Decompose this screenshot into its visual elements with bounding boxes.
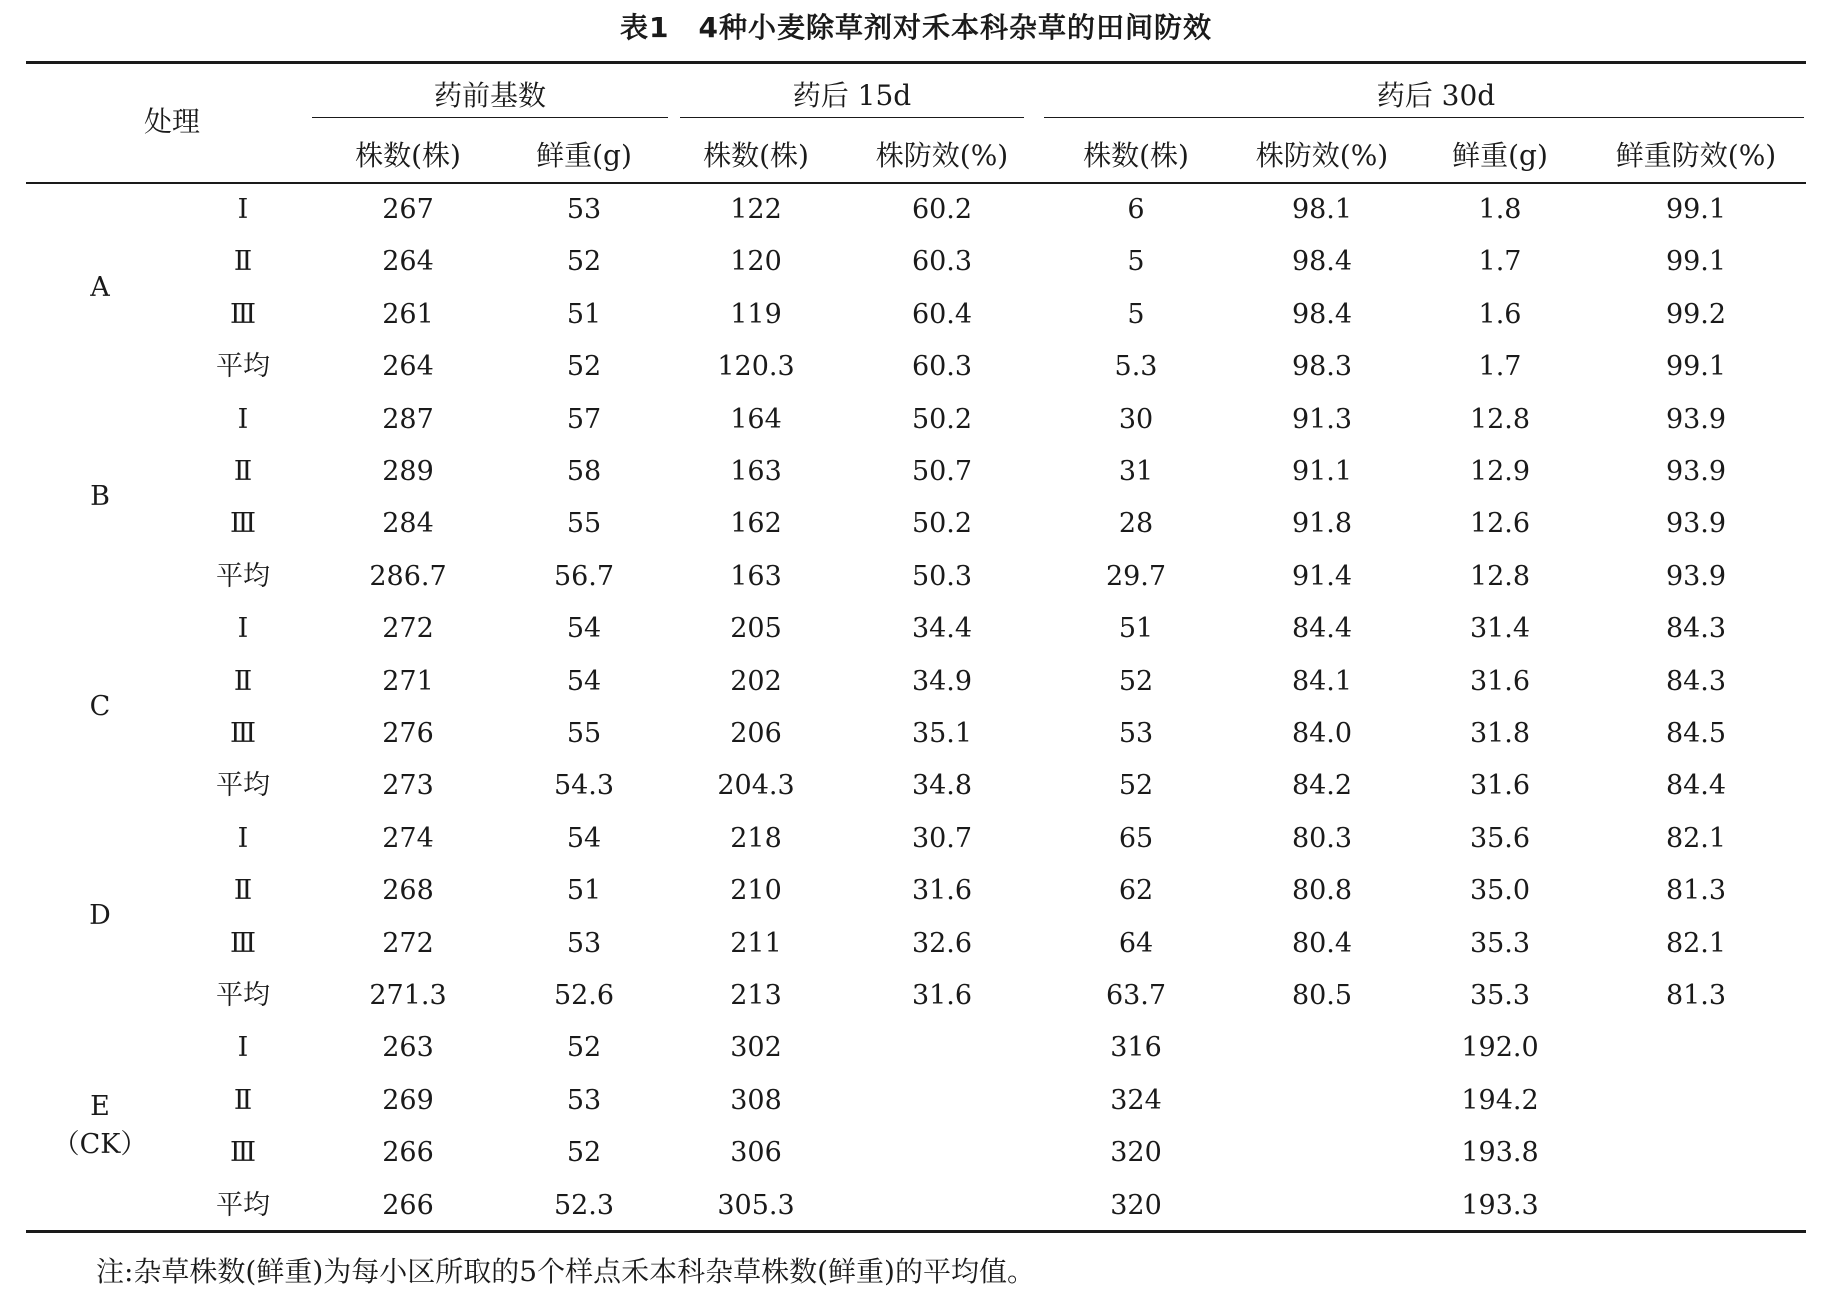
table-cell: 34.9 bbox=[911, 665, 973, 697]
table-cell: 30.7 bbox=[911, 822, 973, 854]
table-cell: 30 bbox=[1118, 403, 1154, 435]
table-cell: 51 bbox=[566, 298, 602, 330]
table-cell: 31 bbox=[1118, 456, 1154, 487]
table-cell: 99.2 bbox=[1665, 298, 1727, 330]
table-cell: 120 bbox=[730, 246, 782, 278]
table-cell: 193.8 bbox=[1461, 1137, 1539, 1169]
row-replicate-label: 平均 bbox=[216, 980, 270, 1011]
table-cell: 29.7 bbox=[1105, 560, 1167, 592]
table-cell: 1.7 bbox=[1478, 351, 1522, 383]
table-cell: 53 bbox=[566, 194, 602, 225]
table-cell: 84.5 bbox=[1665, 718, 1727, 749]
row-replicate-label: Ⅰ bbox=[237, 822, 249, 854]
table-cell: 80.3 bbox=[1291, 822, 1353, 854]
table-cell: 12.8 bbox=[1469, 403, 1531, 435]
table-cell: 52.3 bbox=[553, 1189, 615, 1221]
table-cell: 55 bbox=[566, 508, 602, 540]
row-replicate-label: Ⅲ bbox=[229, 508, 257, 540]
table-cell: 52.6 bbox=[553, 980, 615, 1011]
table-cell: 1.8 bbox=[1478, 194, 1522, 225]
treatment-label-3: C bbox=[89, 690, 111, 722]
row-replicate-label: Ⅱ bbox=[233, 665, 253, 697]
table-cell: 261 bbox=[382, 298, 434, 330]
treatment-label-2: B bbox=[90, 481, 110, 513]
table-cell: 6 bbox=[1127, 194, 1145, 225]
table-cell: 54 bbox=[566, 822, 602, 854]
group-underline-pre bbox=[312, 117, 668, 118]
table-cell: 162 bbox=[730, 508, 782, 540]
table-cell: 305.3 bbox=[717, 1189, 795, 1221]
column-header: 株数(株) bbox=[1083, 139, 1189, 172]
table-cell: 28 bbox=[1118, 508, 1154, 540]
table-cell: 32.6 bbox=[911, 927, 973, 959]
table-cell: 93.9 bbox=[1665, 403, 1727, 435]
table-cell: 54 bbox=[566, 613, 602, 645]
column-header: 株数(株) bbox=[355, 139, 461, 172]
table-cell: 206 bbox=[730, 718, 782, 749]
table-title: 表1 4种小麦除草剂对禾本科杂草的田间防效 bbox=[620, 11, 1212, 44]
table-cell: 63.7 bbox=[1105, 980, 1167, 1011]
row-replicate-label: 平均 bbox=[216, 560, 270, 592]
row-replicate-label: Ⅲ bbox=[229, 718, 257, 749]
table-cell: 98.3 bbox=[1291, 351, 1353, 383]
table-cell: 202 bbox=[730, 665, 782, 697]
table-cell: 308 bbox=[730, 1084, 782, 1116]
row-replicate-label: Ⅱ bbox=[233, 875, 253, 907]
table-cell: 211 bbox=[730, 927, 782, 959]
column-header: 鲜重防效(%) bbox=[1615, 139, 1777, 172]
row-replicate-label: Ⅰ bbox=[237, 1032, 249, 1064]
treatment-label-1: A bbox=[90, 271, 110, 303]
table-cell: 272 bbox=[382, 927, 434, 959]
table-cell: 163 bbox=[730, 560, 782, 592]
row-replicate-label: Ⅱ bbox=[233, 1084, 253, 1116]
column-header: 株防效(%) bbox=[1255, 139, 1389, 172]
table-cell: 35.3 bbox=[1469, 980, 1531, 1011]
table-cell: 64 bbox=[1118, 927, 1154, 959]
table-cell: 286.7 bbox=[369, 560, 447, 592]
table-cell: 264 bbox=[382, 246, 434, 278]
table-cell: 306 bbox=[730, 1137, 782, 1169]
table-cell: 54.3 bbox=[553, 770, 615, 802]
table-cell: 54 bbox=[566, 665, 602, 697]
table-cell: 264 bbox=[382, 351, 434, 383]
table-cell: 91.3 bbox=[1291, 403, 1353, 435]
table-cell: 84.3 bbox=[1665, 665, 1727, 697]
table-cell: 84.0 bbox=[1291, 718, 1353, 749]
table-cell: 320 bbox=[1110, 1137, 1162, 1169]
table-cell: 266 bbox=[382, 1189, 434, 1221]
table-cell: 12.9 bbox=[1469, 456, 1531, 487]
table-cell: 5.3 bbox=[1114, 351, 1158, 383]
table-cell: 93.9 bbox=[1665, 456, 1727, 487]
table-cell: 273 bbox=[382, 770, 434, 802]
table-cell: 35.3 bbox=[1469, 927, 1531, 959]
column-header: 株防效(%) bbox=[875, 139, 1009, 172]
table-cell: 5 bbox=[1127, 298, 1145, 330]
table-cell: 93.9 bbox=[1665, 508, 1727, 540]
table-cell: 62 bbox=[1118, 875, 1154, 907]
row-replicate-label: Ⅲ bbox=[229, 927, 257, 959]
row-replicate-label: Ⅰ bbox=[237, 194, 249, 225]
table-cell: 268 bbox=[382, 875, 434, 907]
table-cell: 51 bbox=[1118, 613, 1154, 645]
table-cell: 60.3 bbox=[911, 246, 973, 278]
treatment-label-5: E （CK） bbox=[52, 1091, 148, 1160]
table-cell: 271.3 bbox=[369, 980, 447, 1011]
table-cell: 98.4 bbox=[1291, 246, 1353, 278]
table-cell: 31.4 bbox=[1469, 613, 1531, 645]
table-cell: 210 bbox=[730, 875, 782, 907]
row-replicate-label: 平均 bbox=[216, 1189, 270, 1221]
table-cell: 193.3 bbox=[1461, 1189, 1539, 1221]
table-cell: 65 bbox=[1118, 822, 1154, 854]
table-cell: 58 bbox=[566, 456, 602, 487]
table-cell: 84.1 bbox=[1291, 665, 1353, 697]
table-cell: 91.1 bbox=[1291, 456, 1353, 487]
bottom-rule bbox=[26, 1230, 1806, 1233]
table-cell: 164 bbox=[730, 403, 782, 435]
table-cell: 93.9 bbox=[1665, 560, 1727, 592]
table-cell: 84.2 bbox=[1291, 770, 1353, 802]
column-header: 株数(株) bbox=[703, 139, 809, 172]
table-cell: 35.0 bbox=[1469, 875, 1531, 907]
table-cell: 52 bbox=[566, 246, 602, 278]
table-cell: 31.6 bbox=[1469, 770, 1531, 802]
table-cell: 99.1 bbox=[1665, 246, 1727, 278]
table-cell: 192.0 bbox=[1461, 1032, 1539, 1064]
table-cell: 31.6 bbox=[1469, 665, 1531, 697]
group-underline-30d bbox=[1044, 117, 1804, 118]
table-cell: 99.1 bbox=[1665, 194, 1727, 225]
table-cell: 50.2 bbox=[911, 508, 973, 540]
table-cell: 12.6 bbox=[1469, 508, 1531, 540]
table-cell: 31.6 bbox=[911, 980, 973, 1011]
table-cell: 84.4 bbox=[1665, 770, 1727, 802]
table-cell: 31.8 bbox=[1469, 718, 1531, 749]
table-cell: 271 bbox=[382, 665, 434, 697]
table-cell: 274 bbox=[382, 822, 434, 854]
table-cell: 320 bbox=[1110, 1189, 1162, 1221]
table-cell: 34.8 bbox=[911, 770, 973, 802]
table-cell: 163 bbox=[730, 456, 782, 487]
table-cell: 34.4 bbox=[911, 613, 973, 645]
table-cell: 269 bbox=[382, 1084, 434, 1116]
table-cell: 50.7 bbox=[911, 456, 973, 487]
table-cell: 276 bbox=[382, 718, 434, 749]
table-cell: 284 bbox=[382, 508, 434, 540]
table-cell: 5 bbox=[1127, 246, 1145, 278]
table-cell: 324 bbox=[1110, 1084, 1162, 1116]
table-cell: 52 bbox=[566, 1032, 602, 1064]
group-underline-15d bbox=[680, 117, 1024, 118]
row-replicate-label: Ⅱ bbox=[233, 246, 253, 278]
table-cell: 1.7 bbox=[1478, 246, 1522, 278]
table-cell: 52 bbox=[1118, 770, 1154, 802]
table-cell: 31.6 bbox=[911, 875, 973, 907]
table-cell: 91.8 bbox=[1291, 508, 1353, 540]
table-cell: 98.1 bbox=[1291, 194, 1353, 225]
table-cell: 82.1 bbox=[1665, 822, 1727, 854]
table-cell: 55 bbox=[566, 718, 602, 749]
table-cell: 218 bbox=[730, 822, 782, 854]
header-group-pre: 药前基数 bbox=[433, 79, 547, 112]
top-rule bbox=[26, 61, 1806, 64]
table-cell: 302 bbox=[730, 1032, 782, 1064]
table-cell: 51 bbox=[566, 875, 602, 907]
table-cell: 81.3 bbox=[1665, 980, 1727, 1011]
table-cell: 80.5 bbox=[1291, 980, 1353, 1011]
header-group-30d: 药后 30d bbox=[1376, 79, 1496, 112]
table-cell: 213 bbox=[730, 980, 782, 1011]
table-cell: 35.1 bbox=[911, 718, 973, 749]
table-cell: 52 bbox=[566, 351, 602, 383]
table-cell: 287 bbox=[382, 403, 434, 435]
table-cell: 120.3 bbox=[717, 351, 795, 383]
table-cell: 84.4 bbox=[1291, 613, 1353, 645]
table-cell: 60.3 bbox=[911, 351, 973, 383]
row-replicate-label: Ⅱ bbox=[233, 456, 253, 487]
table-cell: 316 bbox=[1110, 1032, 1162, 1064]
row-replicate-label: 平均 bbox=[216, 770, 270, 802]
table-cell: 60.2 bbox=[911, 194, 973, 225]
table-cell: 272 bbox=[382, 613, 434, 645]
treatment-label-4: D bbox=[89, 900, 111, 932]
row-replicate-label: 平均 bbox=[216, 351, 270, 383]
table-cell: 53 bbox=[1118, 718, 1154, 749]
header-group-15d: 药后 15d bbox=[792, 79, 912, 112]
table-note: 注:杂草株数(鲜重)为每小区所取的5个样点禾本科杂草株数(鲜重)的平均值。 bbox=[96, 1255, 1035, 1288]
table-cell: 56.7 bbox=[553, 560, 615, 592]
table-cell: 205 bbox=[730, 613, 782, 645]
table-cell: 1.6 bbox=[1478, 298, 1522, 330]
row-replicate-label: Ⅰ bbox=[237, 403, 249, 435]
table-cell: 52 bbox=[566, 1137, 602, 1169]
column-header: 鲜重(g) bbox=[1452, 139, 1548, 172]
table-cell: 99.1 bbox=[1665, 351, 1727, 383]
table-cell: 50.3 bbox=[911, 560, 973, 592]
table-cell: 53 bbox=[566, 1084, 602, 1116]
table-cell: 267 bbox=[382, 194, 434, 225]
table-cell: 91.4 bbox=[1291, 560, 1353, 592]
table-cell: 122 bbox=[730, 194, 782, 225]
table-cell: 53 bbox=[566, 927, 602, 959]
table-cell: 266 bbox=[382, 1137, 434, 1169]
row-replicate-label: Ⅲ bbox=[229, 298, 257, 330]
header-bottom-rule bbox=[26, 182, 1806, 184]
table-cell: 263 bbox=[382, 1032, 434, 1064]
table-cell: 35.6 bbox=[1469, 822, 1531, 854]
table-cell: 60.4 bbox=[911, 298, 973, 330]
table-cell: 81.3 bbox=[1665, 875, 1727, 907]
table-cell: 84.3 bbox=[1665, 613, 1727, 645]
table-cell: 204.3 bbox=[717, 770, 795, 802]
table-cell: 12.8 bbox=[1469, 560, 1531, 592]
table-cell: 50.2 bbox=[911, 403, 973, 435]
column-header: 鲜重(g) bbox=[536, 139, 632, 172]
table-cell: 52 bbox=[1118, 665, 1154, 697]
table-cell: 194.2 bbox=[1461, 1084, 1539, 1116]
table-cell: 82.1 bbox=[1665, 927, 1727, 959]
table-cell: 119 bbox=[730, 298, 782, 330]
table-cell: 80.4 bbox=[1291, 927, 1353, 959]
table-cell: 289 bbox=[382, 456, 434, 487]
table-cell: 98.4 bbox=[1291, 298, 1353, 330]
header-treatment: 处理 bbox=[143, 105, 201, 138]
row-replicate-label: Ⅰ bbox=[237, 613, 249, 645]
table-cell: 57 bbox=[566, 403, 602, 435]
table-cell: 80.8 bbox=[1291, 875, 1353, 907]
row-replicate-label: Ⅲ bbox=[229, 1137, 257, 1169]
